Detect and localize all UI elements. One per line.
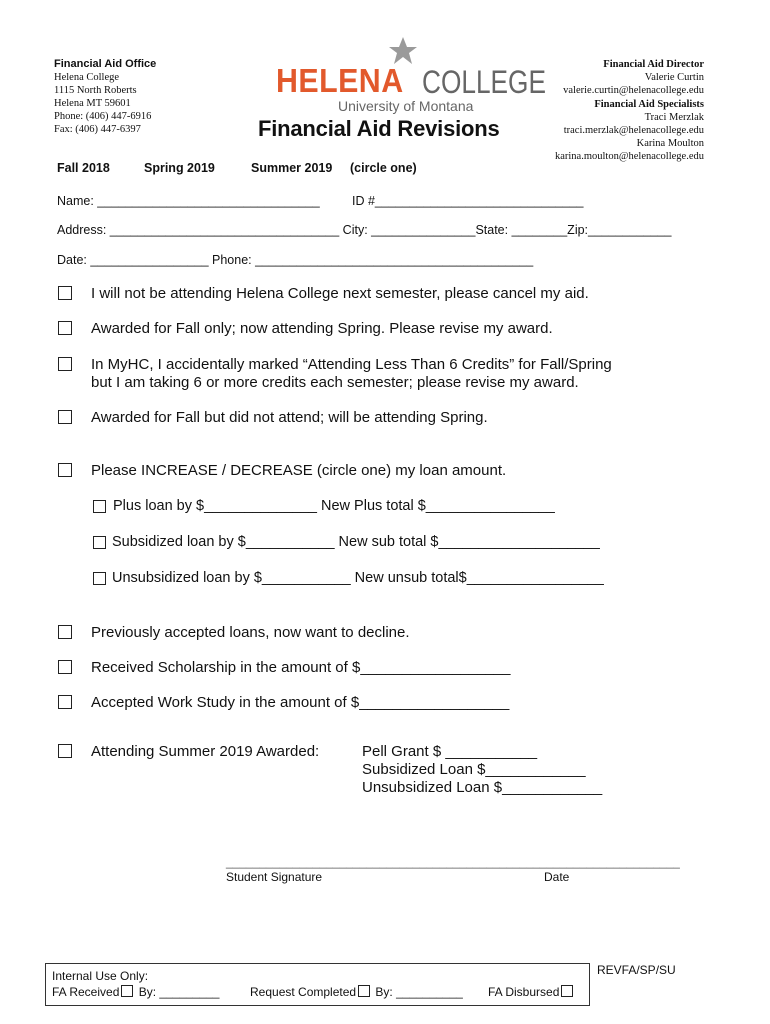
sub-loan-label: Subsidized loan by $___________ New sub total $____________________ xyxy=(112,534,600,550)
internal-use-box xyxy=(45,963,590,1006)
request-completed-label: Request Completed xyxy=(250,985,357,999)
specialist-name: Traci Merzlak xyxy=(644,111,704,123)
form-title: Financial Aid Revisions xyxy=(258,116,500,141)
term-summer[interactable]: Summer 2019 xyxy=(251,161,333,175)
term-note: (circle one) xyxy=(350,161,417,175)
signature-line[interactable]: ____________________________________________________________________ xyxy=(226,855,680,869)
logo-college: COLLEGE xyxy=(422,64,546,100)
request-completed-checkbox[interactable] xyxy=(358,985,370,997)
signature-date-label: Date xyxy=(544,870,570,884)
term-fall[interactable]: Fall 2018 xyxy=(57,161,110,175)
fa-received-by[interactable]: By: _________ xyxy=(138,985,220,999)
office-title: Financial Aid Office xyxy=(54,58,157,70)
fa-disbursed-label: FA Disbursed xyxy=(488,985,560,999)
cancel-aid-label: I will not be attending Helena College next semester, please cancel my aid. xyxy=(91,285,589,302)
fa-disbursed-checkbox[interactable] xyxy=(561,985,573,997)
loan-change-checkbox[interactable] xyxy=(58,463,72,477)
fall-not-attend-label: Awarded for Fall but did not attend; will be attending Spring. xyxy=(91,409,488,426)
summer-unsub-loan-field[interactable]: Unsubsidized Loan $____________ xyxy=(362,779,603,796)
fall-only-label: Awarded for Fall only; now attending Spring. Please revise my award. xyxy=(91,320,553,337)
logo-subtitle: University of Montana xyxy=(338,98,474,114)
cancel-aid-checkbox[interactable] xyxy=(58,286,72,300)
fall-not-attend-checkbox[interactable] xyxy=(58,410,72,424)
summer-checkbox[interactable] xyxy=(58,744,72,758)
loan-change-label: Please INCREASE / DECREASE (circle one) my loan amount. xyxy=(91,462,507,479)
specialist-email: traci.merzlak@helenacollege.edu xyxy=(563,125,704,137)
contacts-block xyxy=(555,58,704,164)
request-completed-by[interactable]: By: __________ xyxy=(375,985,463,999)
decline-loans-label: Previously accepted loans, now want to decline. xyxy=(91,624,410,641)
request-completed xyxy=(250,985,463,999)
office-address-block xyxy=(54,58,156,136)
director-name: Valerie Curtin xyxy=(644,72,704,84)
myhc-checkbox[interactable] xyxy=(58,357,72,371)
office-phone: Phone: (406) 447-6916 xyxy=(54,111,152,122)
fa-received xyxy=(52,985,219,999)
internal-use-label: Internal Use Only: xyxy=(52,969,149,983)
specialist-email: karina.moulton@helenacollege.edu xyxy=(554,151,704,163)
office-fax: Fax: (406) 447-6397 xyxy=(54,124,141,135)
name-field[interactable]: Name: ________________________________ xyxy=(57,194,320,208)
fa-received-label: FA Received xyxy=(52,985,120,999)
myhc-label-line2: but I am taking 6 or more credits each semester; please revise my award. xyxy=(91,374,579,391)
work-study-checkbox[interactable] xyxy=(58,695,72,709)
decline-loans-checkbox[interactable] xyxy=(58,625,72,639)
date-phone-field[interactable]: Date: _________________ Phone: ________________________________________ xyxy=(57,253,534,267)
unsub-loan-checkbox[interactable] xyxy=(93,572,106,585)
scholarship-checkbox[interactable] xyxy=(58,660,72,674)
unsub-loan-label: Unsubsidized loan by $___________ New unsub total$_________________ xyxy=(112,570,604,586)
fa-received-checkbox[interactable] xyxy=(121,985,133,997)
logo-helena: HELENA xyxy=(276,62,404,99)
office-line: Helena College xyxy=(54,72,120,83)
student-signature-label: Student Signature xyxy=(226,870,323,884)
id-field[interactable]: ID #______________________________ xyxy=(352,194,584,208)
plus-loan-checkbox[interactable] xyxy=(93,500,106,513)
director-email: valerie.curtin@helenacollege.edu xyxy=(563,85,704,97)
form-code: REVFA/SP/SU xyxy=(597,963,676,977)
plus-loan-label: Plus loan by $______________ New Plus total $________________ xyxy=(113,498,555,514)
summer-sub-loan-field[interactable]: Subsidized Loan $____________ xyxy=(362,761,586,778)
helena-college-logo xyxy=(276,36,546,116)
sub-loan-checkbox[interactable] xyxy=(93,536,106,549)
fall-only-checkbox[interactable] xyxy=(58,321,72,335)
myhc-label-line1: In MyHC, I accidentally marked “Attending Less Than 6 Credits” for Fall/Spring xyxy=(91,356,612,373)
office-line: Helena MT 59601 xyxy=(54,98,131,109)
work-study-label: Accepted Work Study in the amount of $__________________ xyxy=(91,694,510,711)
term-spring[interactable]: Spring 2019 xyxy=(144,161,215,175)
pell-grant-field[interactable]: Pell Grant $ ___________ xyxy=(362,743,538,760)
specialists-title: Financial Aid Specialists xyxy=(594,98,704,110)
summer-label: Attending Summer 2019 Awarded: xyxy=(91,743,320,760)
director-title: Financial Aid Director xyxy=(603,59,704,70)
fa-disbursed xyxy=(488,985,575,999)
office-line: 1115 North Roberts xyxy=(54,85,137,96)
specialist-name: Karina Moulton xyxy=(636,138,704,150)
address-field[interactable]: Address: _________________________________ City: _______________State: ________Zip:____________ xyxy=(57,223,672,237)
scholarship-label: Received Scholarship in the amount of $__________________ xyxy=(91,659,511,676)
